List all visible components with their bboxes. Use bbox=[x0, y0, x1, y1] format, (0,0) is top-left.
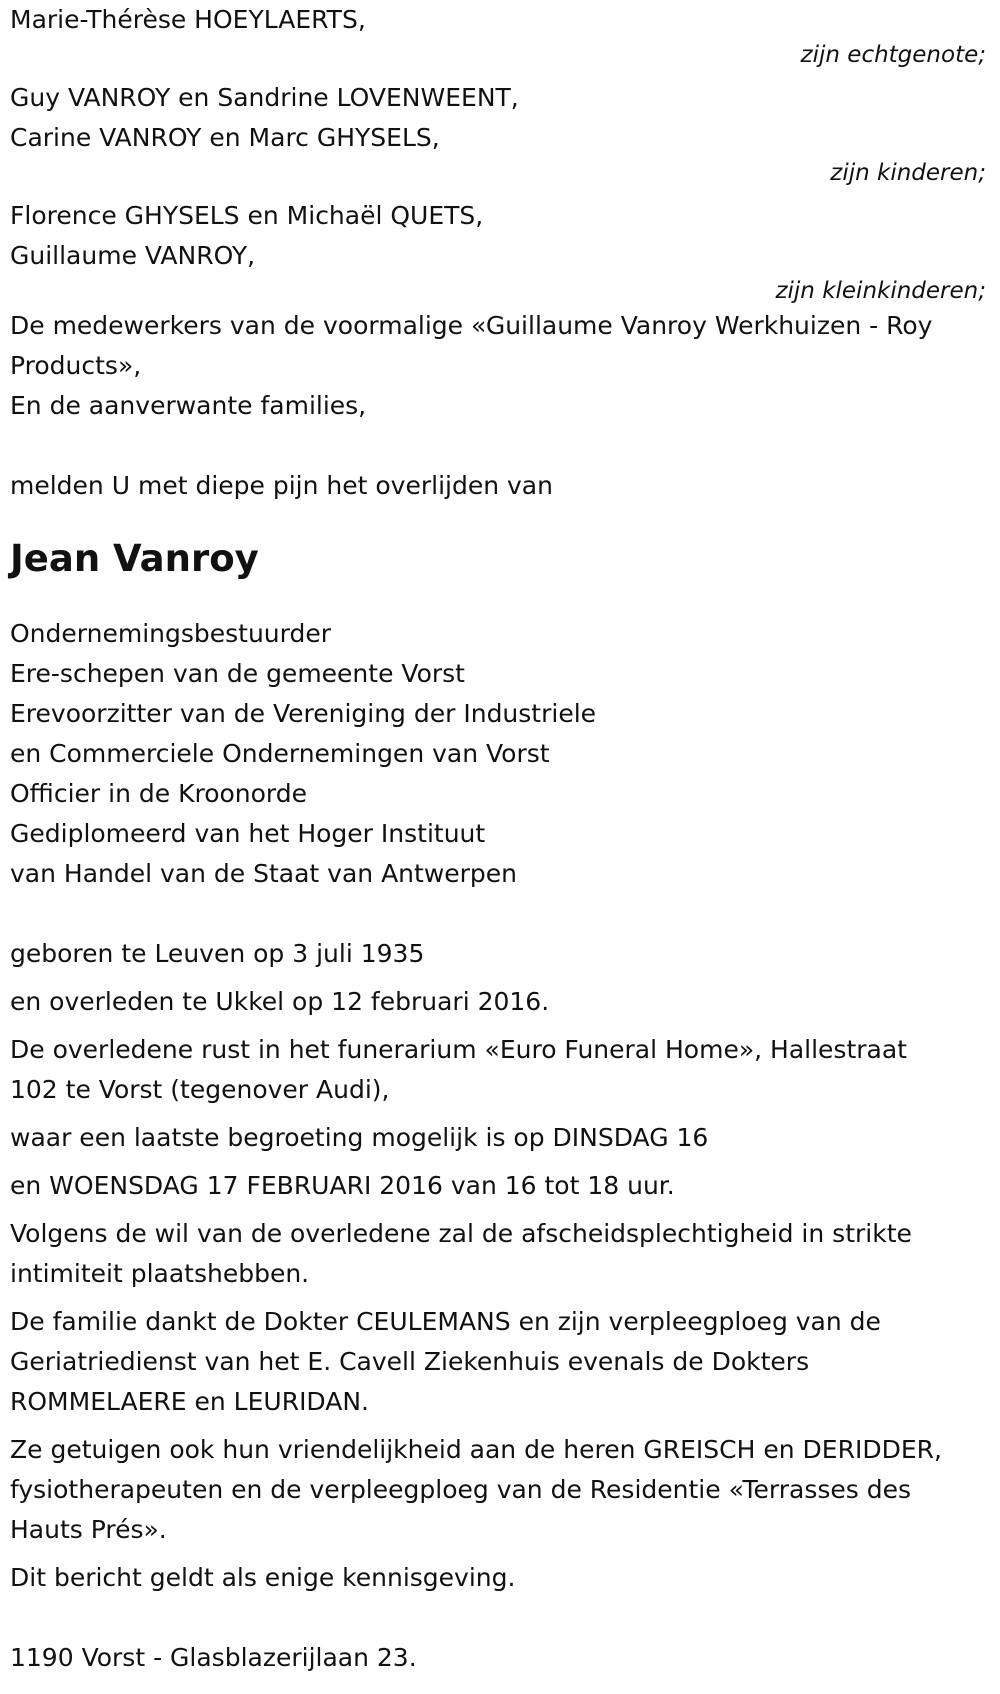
title-item: Ondernemingsbestuurder bbox=[10, 619, 332, 648]
spouse-role: zijn echtgenote; bbox=[800, 42, 986, 68]
families-line: En de aanverwante families, bbox=[10, 391, 367, 420]
grandchild-couple-1: Florence GHYSELS en Michaël QUETS, bbox=[10, 201, 484, 230]
title-item: Erevoorzitter van de Vereniging der Industriele bbox=[10, 699, 597, 728]
notice-line: Dit bericht geldt als enige kennisgeving. bbox=[10, 1563, 516, 1592]
rest-line: De overledene rust in het funerarium «Euro Funeral Home», Hallestraat 102 te Vorst (tegenover Audi), bbox=[10, 1035, 907, 1104]
deceased-name: Jean Vanroy bbox=[10, 537, 259, 580]
spouse-group bbox=[10, 0, 990, 70]
child-couple-2: Carine VANROY en Marc GHYSELS, bbox=[10, 123, 440, 152]
announce-line: melden U met diepe pijn het overlijden van bbox=[10, 471, 553, 500]
obituary-notice bbox=[10, 0, 990, 1678]
died-line: en overleden te Ukkel op 12 februari 2016. bbox=[10, 987, 550, 1016]
address-line: 1190 Vorst - Glasblazerijlaan 23. bbox=[10, 1643, 417, 1672]
child-couple-1: Guy VANROY en Sandrine LOVENWEENT, bbox=[10, 83, 519, 112]
staff-line: De medewerkers van de voormalige «Guillaume Vanroy Werkhuizen - Roy Products», bbox=[10, 311, 933, 380]
children-group bbox=[10, 78, 990, 188]
thanks-therapists: Ze getuigen ook hun vriendelijkheid aan de heren GREISCH en DERIDDER, fysiotherapeuten en de verpleegploeg van de Residentie «Terrasses des Hauts Prés». bbox=[10, 1435, 942, 1544]
title-item: van Handel van de Staat van Antwerpen bbox=[10, 859, 518, 888]
thanks-doctors: De familie dankt de Dokter CEULEMANS en zijn verpleegploeg van de Geriatriedienst van het E. Cavell Ziekenhuis evenals de Dokters ROMMELAERE en LEURIDAN. bbox=[10, 1307, 881, 1416]
children-role: zijn kinderen; bbox=[830, 160, 986, 186]
title-item: Officier in de Kroonorde bbox=[10, 779, 308, 808]
greeting-line-1: waar een laatste begroeting mogelijk is op DINSDAG 16 bbox=[10, 1123, 709, 1152]
grandchild-2: Guillaume VANROY, bbox=[10, 241, 256, 270]
title-item: en Commerciele Ondernemingen van Vorst bbox=[10, 739, 550, 768]
born-line: geboren te Leuven op 3 juli 1935 bbox=[10, 939, 425, 968]
spouse-name: Marie-Thérèse HOEYLAERTS, bbox=[10, 5, 366, 34]
grandchildren-role: zijn kleinkinderen; bbox=[775, 278, 986, 304]
title-item: Gediplomeerd van het Hoger Instituut bbox=[10, 819, 486, 848]
title-item: Ere-schepen van de gemeente Vorst bbox=[10, 659, 465, 688]
titles-list bbox=[10, 614, 990, 894]
grandchildren-group bbox=[10, 196, 990, 306]
greeting-line-2: en WOENSDAG 17 FEBRUARI 2016 van 16 tot 18 uur. bbox=[10, 1171, 675, 1200]
ceremony-line: Volgens de wil van de overledene zal de afscheidsplechtigheid in strikte intimiteit plaatshebben. bbox=[10, 1219, 912, 1288]
